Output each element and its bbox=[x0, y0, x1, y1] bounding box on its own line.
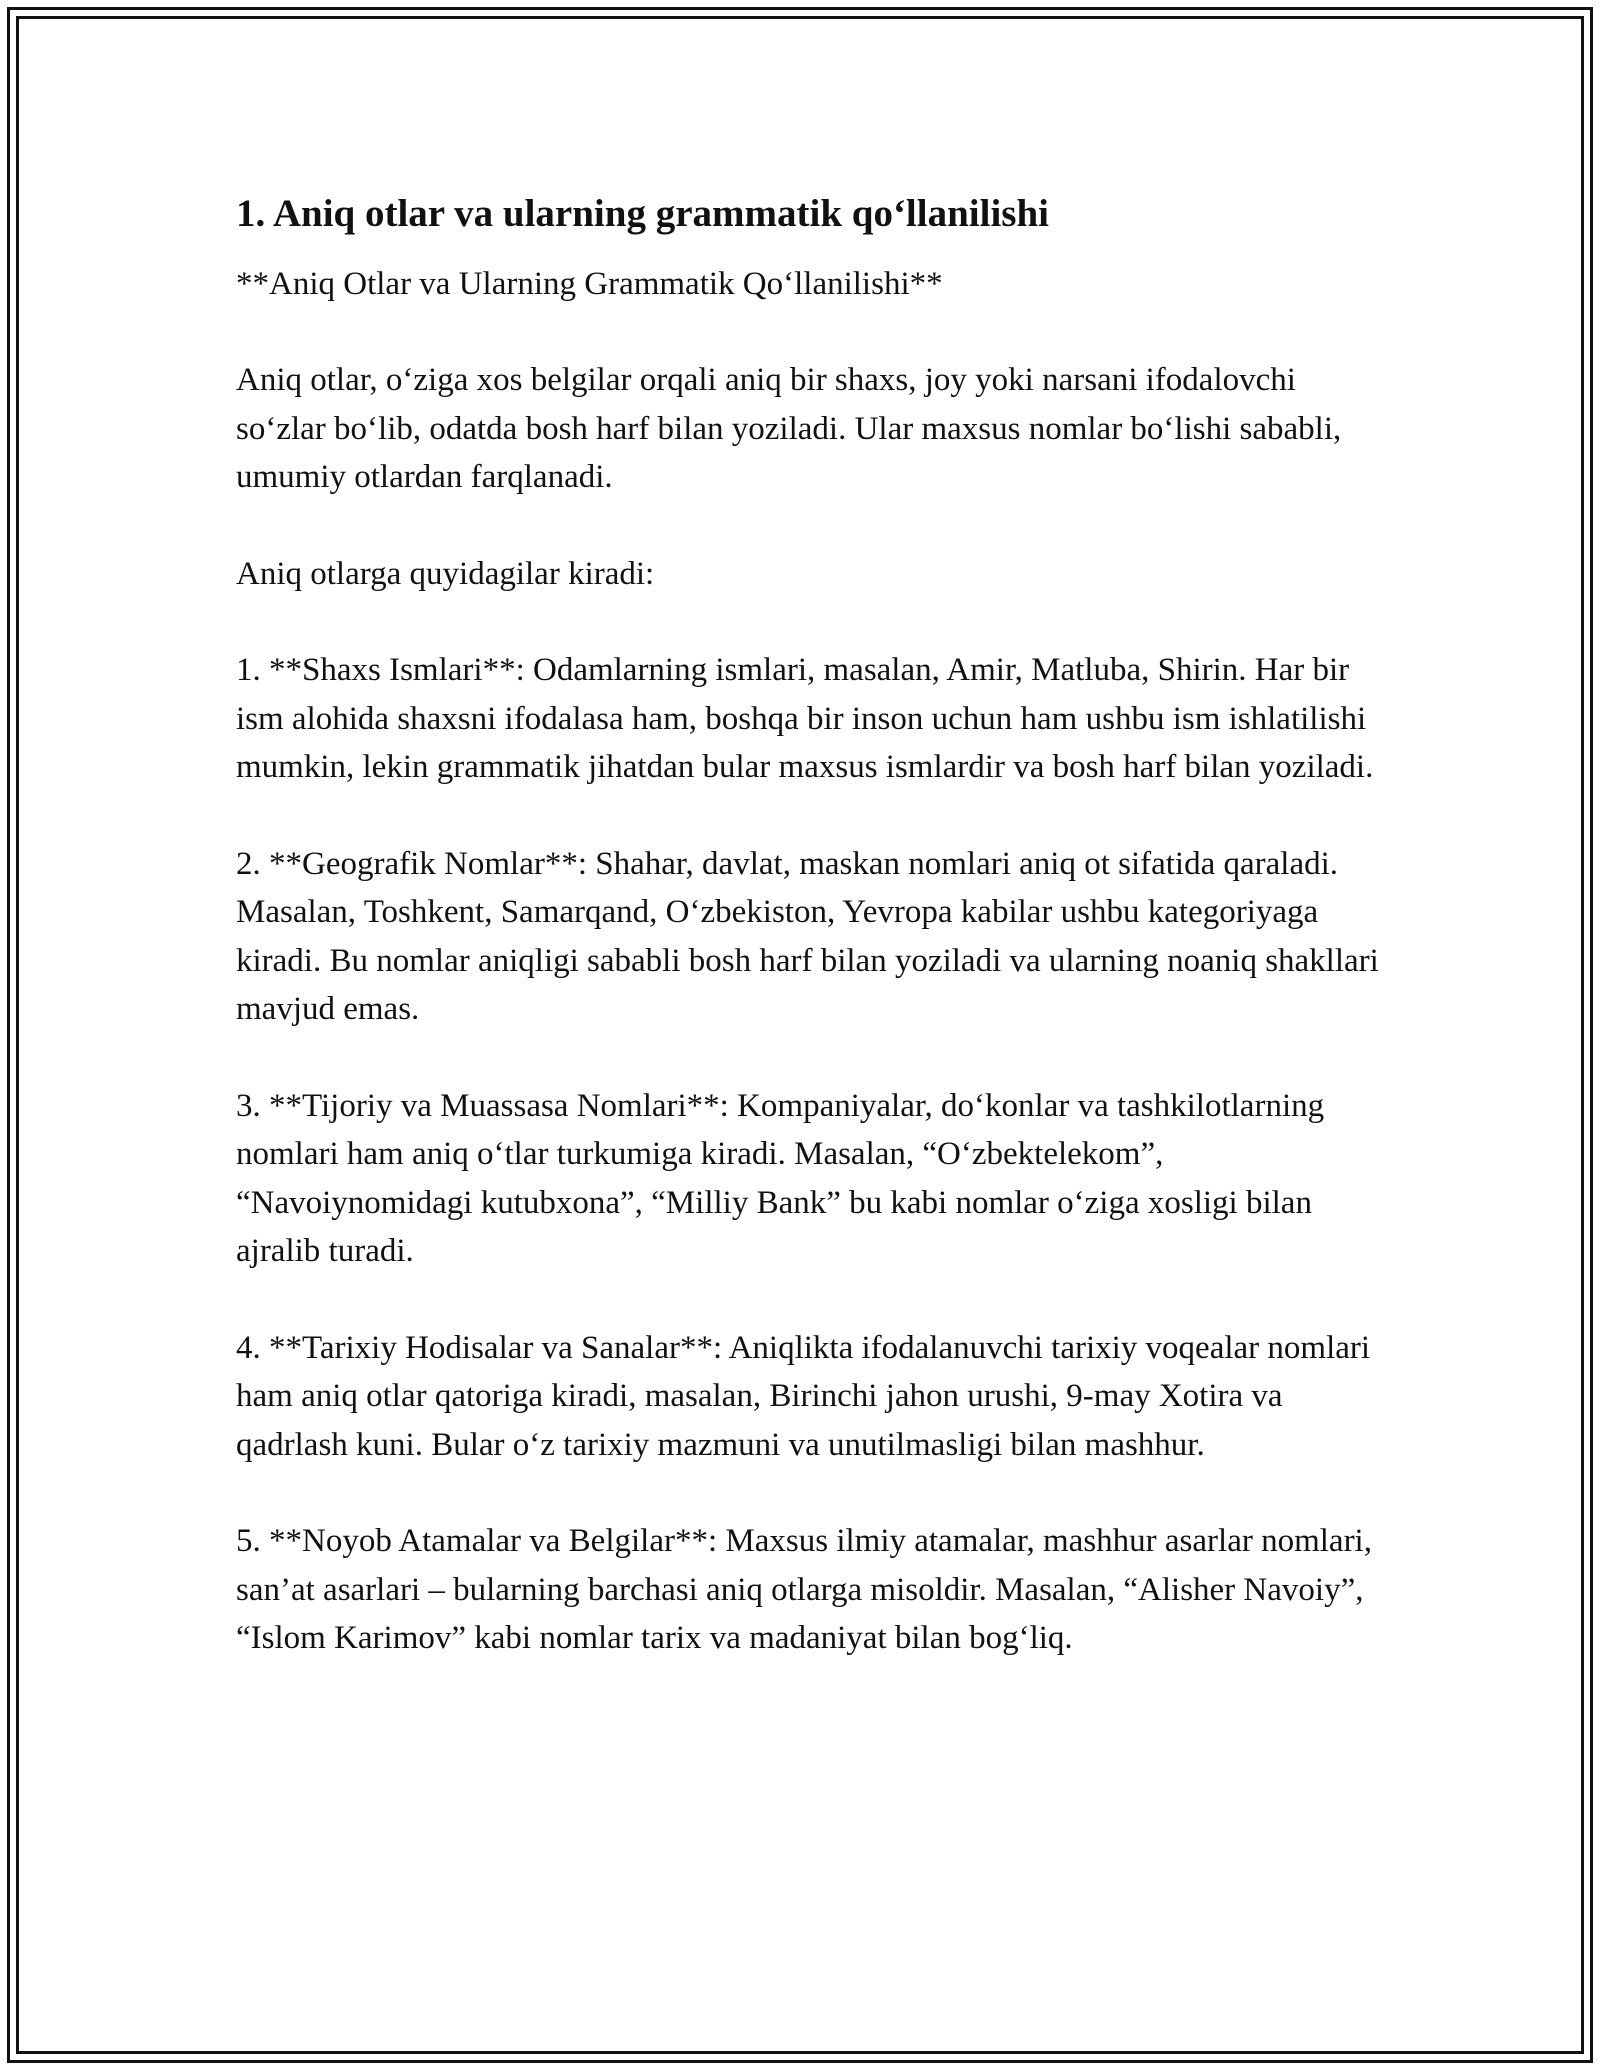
paragraph-item-2: 2. **Geografik Nomlar**: Shahar, davlat, maskan nomlari aniq ot sifatida qaraladi. Masalan, Toshkent, Samarqand, O‘zbekiston, Yevropa kabilar ushbu kategoriyaga kiradi. Bu nomlar aniqligi sababli bosh harf bilan yoziladi va ularning noaniq shakllari mavjud emas. bbox=[236, 845, 1379, 1027]
paragraph-item-5: 5. **Noyob Atamalar va Belgilar**: Maxsus ilmiy atamalar, mashhur asarlar nomlari, san’at asarlari – bularning barchasi aniq otlarga misoldir. Masalan, “Alisher Navoiy”, “Islom Karimov” kabi nomlar tarix va madaniyat bilan bog‘liq. bbox=[236, 1523, 1372, 1656]
paragraph-list-lead: Aniq otlarga quyidagilar kiradi: bbox=[236, 555, 655, 592]
document-body bbox=[236, 188, 1386, 1663]
paragraph-item-3: 3. **Tijoriy va Muassasa Nomlari**: Kompaniyalar, do‘konlar va tashkilotlarning nomlari ham aniq o‘tlar turkumiga kiradi. Masalan, “O‘zbektelekom”, “Navoiynomidagi kutubxona”, “Milliy Bank” bu kabi nomlar o‘ziga xosligi bilan ajralib turadi. bbox=[236, 1087, 1325, 1269]
section-heading: 1. Aniq otlar va ularning grammatik qo‘llanilishi bbox=[236, 192, 1050, 235]
paragraph-intro: Aniq otlar, o‘ziga xos belgilar orqali aniq bir shaxs, joy yoki narsani ifodalovchi so‘zlar bo‘lib, odatda bosh harf bilan yoziladi. Ular maxsus nomlar bo‘lishi sababli, umumiy otlardan farqlanadi. bbox=[236, 362, 1342, 495]
paragraph-item-4: 4. **Tarixiy Hodisalar va Sanalar**: Aniqlikta ifodalanuvchi tarixiy voqealar nomlari ham aniq otlar qatoriga kiradi, masalan, Birinchi jahon urushi, 9-may Xotira va qadrlash kuni. Bular o‘z tarixiy mazmuni va unutilmasligi bilan mashhur. bbox=[236, 1329, 1371, 1463]
paragraph-item-1: 1. **Shaxs Ismlari**: Odamlarning ismlari, masalan, Amir, Matluba, Shirin. Har bir ism alohida shaxsni ifodalasa ham, boshqa bir inson uchun ham ushbu ism ishlatilishi mumkin, lekin grammatik jihatdan bular maxsus ismlardir va bosh harf bilan yoziladi. bbox=[236, 652, 1374, 785]
section-subheading: **Aniq Otlar va Ularning Grammatik Qo‘llanilishi** bbox=[236, 266, 943, 302]
